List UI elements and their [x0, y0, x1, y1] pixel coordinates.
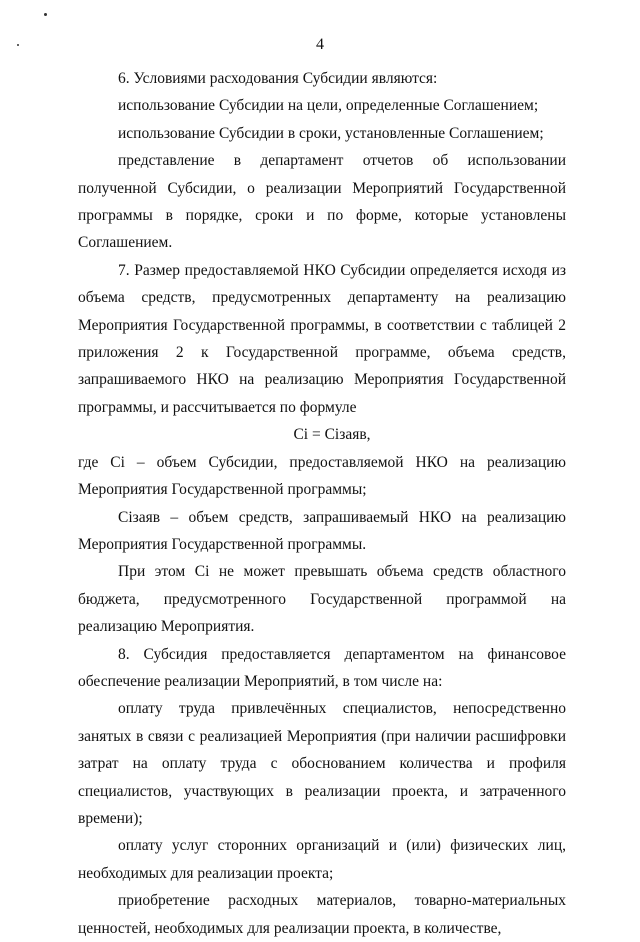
- paragraph: приобретение расходных материалов, товарно-материальных ценностей, необходимых для реализации проекта, в количестве,: [78, 892, 566, 937]
- paragraph: При этом Сi не может превышать объема средств областного бюджета, предусмотренного Государственной программой на реализацию Мероприятия.: [78, 563, 566, 636]
- paragraph: 7. Размер предоставляемой НКО Субсидии определяется исходя из объема средств, предусмотренных департаменту на реализацию Мероприятия Государственной программы, в соответствии с таблицей 2 приложения 2 к Государственной программе, объема средств, запрашиваемого НКО на реализацию Мероприятия Государственной программы, и рассчитывается по формуле: [78, 261, 566, 416]
- paragraph: где Сi – объем Субсидии, предоставляемой НКО на реализацию Мероприятия Государственной программы;: [78, 453, 566, 499]
- page-number: 4: [316, 36, 324, 53]
- paragraph: использование Субсидии в сроки, установленные Соглашением;: [118, 124, 544, 142]
- paragraph: использование Субсидии на цели, определенные Соглашением;: [118, 97, 539, 115]
- paragraph: оплату услуг сторонних организаций и (или) физических лиц, необходимых для реализации проекта;: [78, 837, 566, 882]
- paragraph: оплату труда привлечённых специалистов, непосредственно занятых в связи с реализацией Мероприятия (при наличии расшифровки затрат на оплату труда с обоснованием количества и профиля специалистов, участвующих в реализации проекта, и затраченного времени);: [78, 700, 566, 827]
- scan-speck: [44, 13, 47, 16]
- paragraph: 8. Субсидия предоставляется департаментом на финансовое обеспечение реализации Мероприятий, в том числе на:: [78, 645, 566, 690]
- paragraph: 6. Условиями расходования Субсидии являются:: [118, 70, 438, 87]
- formula: Сi = Сiзаяв,: [293, 426, 371, 444]
- paragraph: представление в департамент отчетов об использовании полученной Субсидии, о реализации Мероприятий Государственной программы в порядке, сроки и по форме, которые установлены Соглашением.: [78, 152, 566, 252]
- document-body: [78, 65, 566, 942]
- paragraph: Сiзаяв – объем средств, запрашиваемый НКО на реализацию Мероприятия Государственной программы.: [78, 508, 566, 553]
